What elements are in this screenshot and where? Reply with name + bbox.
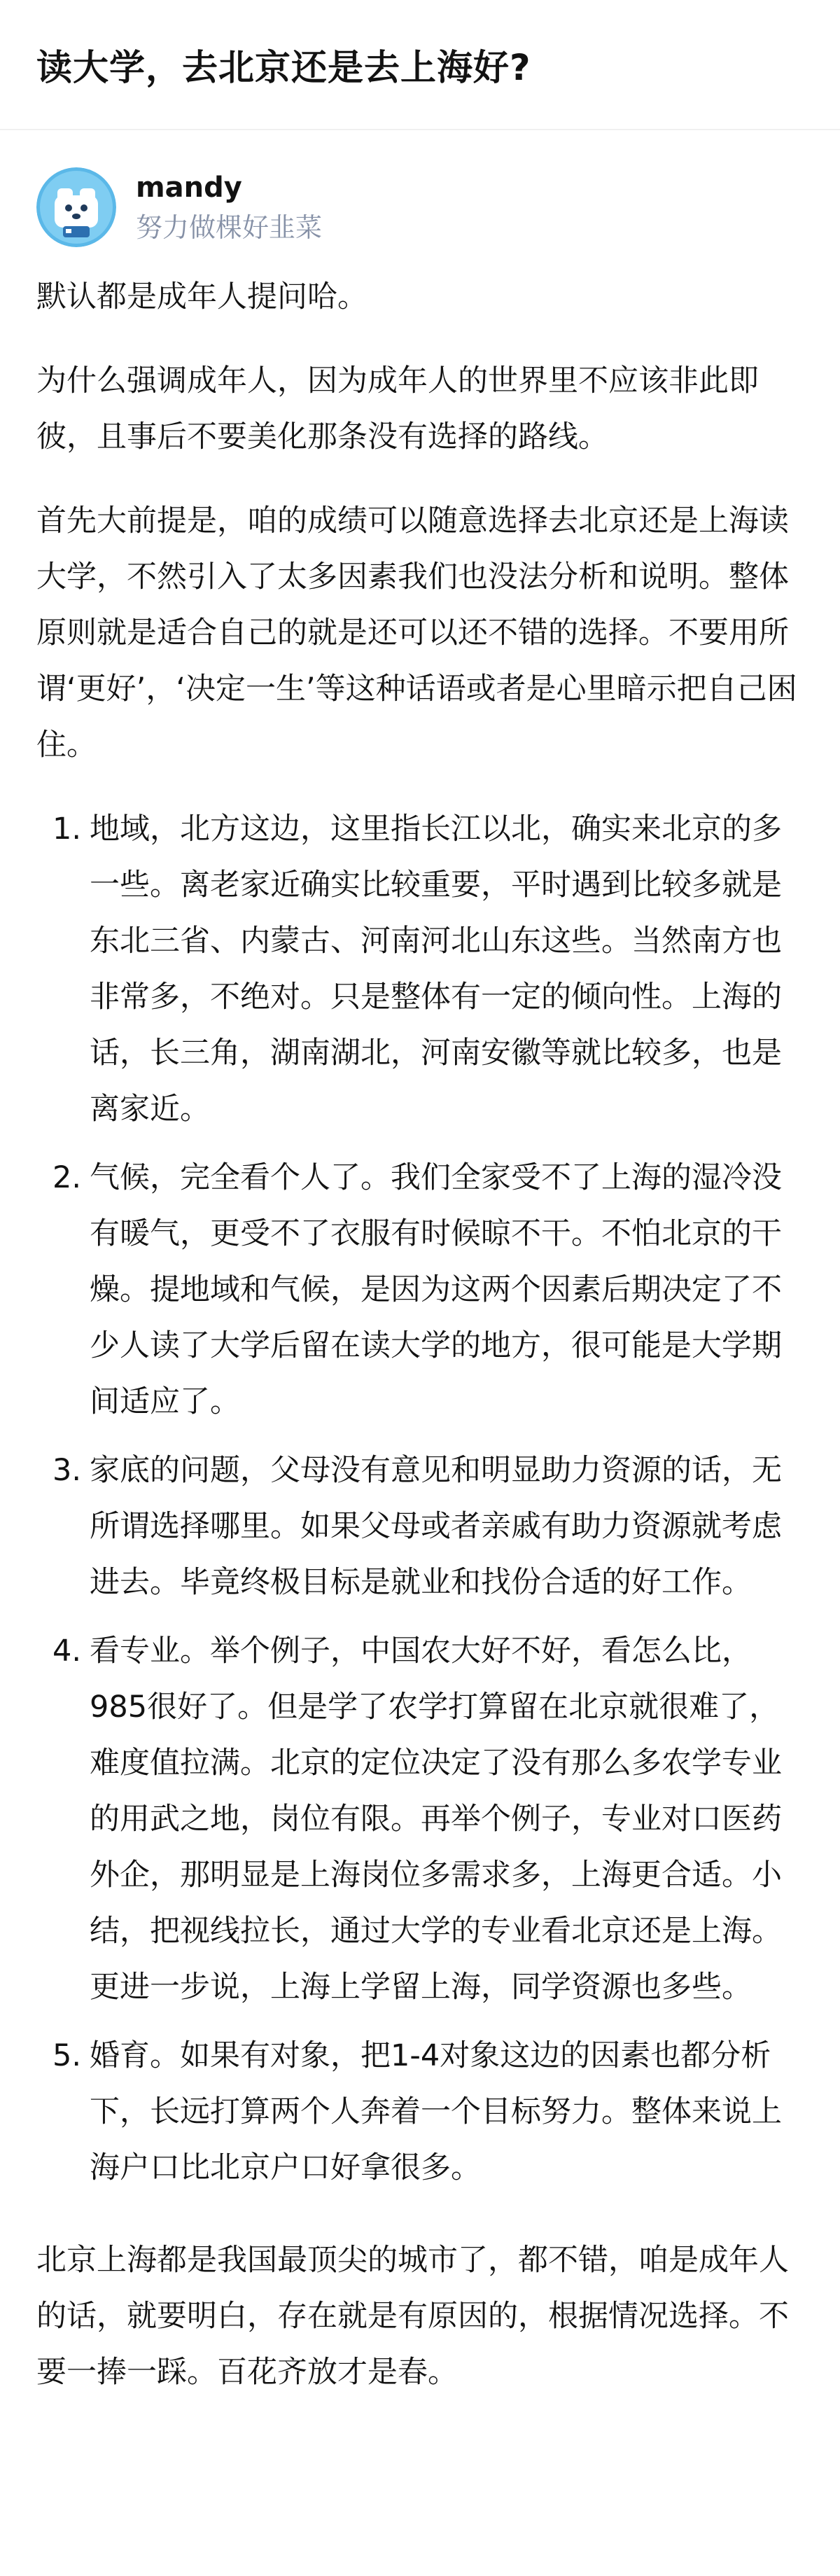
author-bio: 努力做棵好韭菜 [136, 212, 323, 243]
list-item-number: 2. [52, 1160, 81, 1195]
question-title[interactable]: 读大学，去北京还是去上海好? [36, 48, 531, 89]
answer-list [36, 801, 804, 2196]
list-item [36, 1623, 804, 2015]
answer-paragraph: 为什么强调成年人，因为成年人的世界里不应该非此即彼，且事后不要美化那条没有选择的路线。 [36, 363, 759, 454]
answer-paragraph: 默认都是成年人提问哈。 [36, 279, 368, 314]
list-item [36, 1442, 804, 1610]
list-item-number: 4. [52, 1634, 81, 1669]
list-item-text: 气候，完全看个人了。我们全家受不了上海的湿冷没有暖气，更受不了衣服有时候晾不干。不怕北京的干燥。提地域和气候，是因为这两个因素后期决定了不少人读了大学后留在读大学的地方，很可能是大学期间适应了。 [90, 1160, 782, 1419]
list-item [36, 1150, 804, 1430]
list-item-number: 5. [52, 2038, 81, 2073]
list-item [36, 2028, 804, 2196]
author-info [0, 130, 840, 249]
list-item-number: 1. [52, 812, 81, 847]
list-item-text: 地域，北方这边，这里指长江以北，确实来北京的多一些。离老家近确实比较重要，平时遇到比较多就是东北三省、内蒙古、河南河北山东这些。当然南方也非常多，不绝对。只是整体有一定的倾向性。上海的话，长三角，湖南湖北，河南安徽等就比较多，也是离家近。 [90, 812, 782, 1127]
list-item [36, 801, 804, 1137]
answer-paragraph: 首先大前提是，咱的成绩可以随意选择去北京还是上海读大学，不然引入了太多因素我们也没法分析和说明。整体原则就是适合自己的就是还可以还不错的选择。不要用所谓‘更好’，‘决定一生’等这种话语或者是心里暗示把自己困住。 [36, 503, 797, 763]
cartoon-character-avatar-icon [36, 167, 116, 247]
avatar[interactable] [36, 167, 116, 247]
list-item-text: 家底的问题，父母没有意见和明显助力资源的话，无所谓选择哪里。如果父母或者亲戚有助力资源就考虑进去。毕竟终极目标是就业和找份合适的好工作。 [90, 1453, 782, 1600]
answer-conclusion: 北京上海都是我国最顶尖的城市了，都不错，咱是成年人的话，就要明白，存在就是有原因的，根据情况选择。不要一捧一踩。百花齐放才是春。 [36, 2243, 789, 2390]
question-header [0, 0, 840, 130]
author-name[interactable]: mandy [136, 172, 242, 204]
list-item-number: 3. [52, 1453, 81, 1488]
answer-content [0, 269, 840, 2400]
author-text [136, 169, 322, 245]
list-item-text: 婚育。如果有对象，把1-4对象这边的因素也都分析下，长远打算两个人奔着一个目标努力。整体来说上海户口比北京户口好拿很多。 [90, 2038, 782, 2185]
list-item-text: 看专业。举个例子，中国农大好不好，看怎么比，985很好了。但是学了农学打算留在北京就很难了，难度值拉满。北京的定位决定了没有那么多农学专业的用武之地，岗位有限。再举个例子，专业对口医药外企，那明显是上海岗位多需求多，上海更合适。小结，把视线拉长，通过大学的专业看北京还是上海。更进一步说，上海上学留上海，同学资源也多些。 [90, 1634, 782, 2005]
